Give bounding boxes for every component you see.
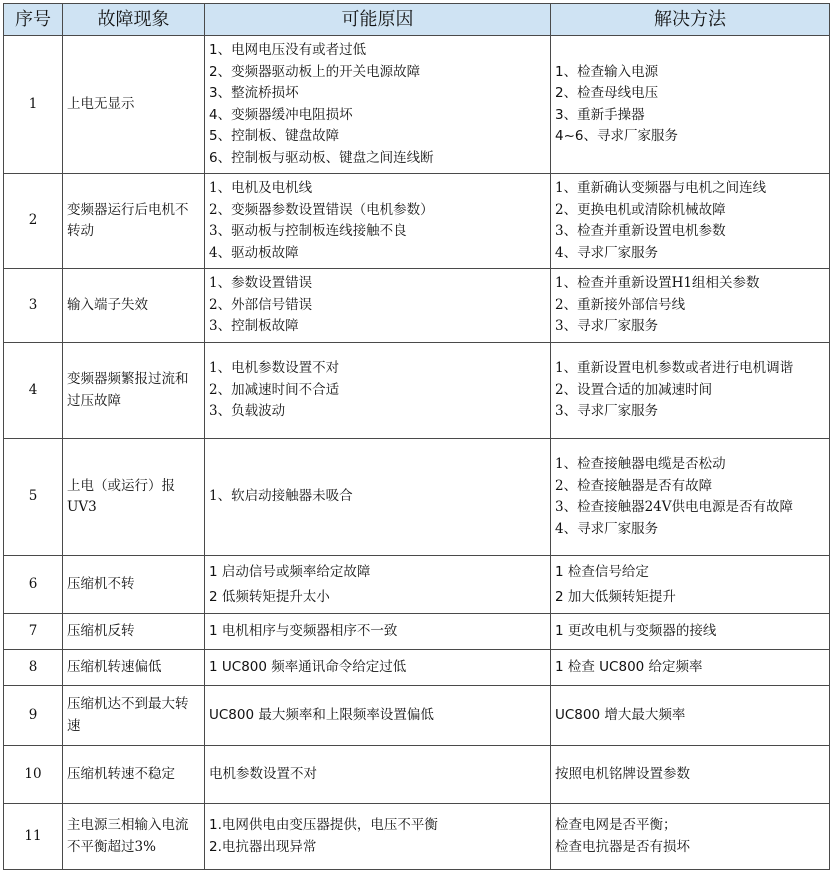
header-index: 序号 <box>4 4 63 36</box>
cause-line: UC800 最大频率和上限频率设置偏低 <box>209 706 434 723</box>
table-header-row <box>4 4 830 36</box>
solution-line: 3、寻求厂家服务 <box>555 318 659 335</box>
row-symptom: 压缩机转速偏低 <box>63 650 205 686</box>
cause-line: 2、变频器驱动板上的开关电源故障 <box>209 63 421 80</box>
row-causes <box>205 174 551 269</box>
row-index: 1 <box>4 36 63 174</box>
solution-line: 1、检查并重新设置H1组相关参数 <box>555 275 760 292</box>
cause-line: 1、软启动接触器未吸合 <box>209 488 353 505</box>
row-solutions <box>551 804 830 870</box>
row-causes <box>205 556 551 614</box>
row-symptom: 压缩机反转 <box>63 614 205 650</box>
row-symptom: 压缩机达不到最大转速 <box>63 686 205 746</box>
solution-line: 1、检查接触器电缆是否松动 <box>555 456 726 472</box>
table-row <box>4 36 830 174</box>
row-causes <box>205 804 551 870</box>
cause-line: 1 UC800 频率通讯命令给定过低 <box>209 658 407 675</box>
row-solutions <box>551 746 830 804</box>
cause-line: 2、外部信号错误 <box>209 296 313 313</box>
solution-line: 1 更改电机与变频器的接线 <box>555 622 717 639</box>
cause-line: 5、控制板、键盘故障 <box>209 128 340 144</box>
row-solutions <box>551 650 830 686</box>
cause-line: 4、变频器缓冲电阻损坏 <box>209 106 353 123</box>
solution-line: 2、检查母线电压 <box>555 85 659 101</box>
row-causes <box>205 36 551 174</box>
row-causes <box>205 686 551 746</box>
table-row <box>4 343 830 439</box>
row-solutions <box>551 439 830 556</box>
row-symptom: 变频器运行后电机不转动 <box>63 174 205 269</box>
table-row <box>4 439 830 556</box>
cause-line: 3、控制板故障 <box>209 318 299 335</box>
row-solutions <box>551 36 830 174</box>
table-row <box>4 804 830 870</box>
header-solutions: 解决方法 <box>551 4 830 36</box>
cause-line: 3、驱动板与控制板连线接触不良 <box>209 223 407 239</box>
row-symptom: 主电源三相输入电流不平衡超过3% <box>63 804 205 870</box>
row-index: 6 <box>4 556 63 614</box>
solution-line: 4、寻求厂家服务 <box>555 520 659 537</box>
table-row <box>4 269 830 343</box>
solution-line: 4、寻求厂家服务 <box>555 244 659 261</box>
row-symptom: 输入端子失效 <box>63 269 205 343</box>
solution-line: 2 加大低频转矩提升 <box>555 588 676 605</box>
solution-line: 1、重新设置电机参数或者进行电机调谐 <box>555 360 794 377</box>
cause-line: 2、变频器参数设置错误（电机参数） <box>209 201 434 218</box>
solution-line: 3、寻求厂家服务 <box>555 403 659 420</box>
table-row <box>4 686 830 746</box>
solution-line: 4~6、寻求厂家服务 <box>555 128 678 144</box>
row-causes <box>205 269 551 343</box>
solution-line: 1、重新确认变频器与电机之间连线 <box>555 180 767 196</box>
row-solutions <box>551 614 830 650</box>
row-index: 11 <box>4 804 63 870</box>
solution-line: UC800 增大最大频率 <box>555 706 686 723</box>
solution-line: 3、检查并重新设置电机参数 <box>555 223 726 239</box>
table-row <box>4 174 830 269</box>
solution-line: 1 检查 UC800 给定频率 <box>555 658 703 675</box>
table-row <box>4 650 830 686</box>
row-solutions <box>551 686 830 746</box>
row-solutions <box>551 269 830 343</box>
row-causes <box>205 343 551 439</box>
solution-line: 检查电抗器是否有损坏 <box>555 838 690 855</box>
row-solutions <box>551 556 830 614</box>
cause-line: 1 电机相序与变频器相序不一致 <box>209 622 398 639</box>
row-index: 8 <box>4 650 63 686</box>
row-index: 5 <box>4 439 63 556</box>
solution-line: 1 检查信号给定 <box>555 563 649 580</box>
fault-table <box>3 3 830 870</box>
cause-line: 2 低频转矩提升太小 <box>209 588 330 605</box>
row-causes <box>205 439 551 556</box>
cause-line: 2.电抗器出现异常 <box>209 838 317 855</box>
table-row <box>4 556 830 614</box>
solution-line: 1、检查输入电源 <box>555 63 659 80</box>
table-row <box>4 614 830 650</box>
cause-line: 1、参数设置错误 <box>209 275 313 292</box>
solution-line: 2、更换电机或清除机械故障 <box>555 201 726 218</box>
cause-line: 1、电机参数设置不对 <box>209 360 340 377</box>
row-index: 10 <box>4 746 63 804</box>
row-symptom: 变频器频繁报过流和过压故障 <box>63 343 205 439</box>
row-symptom: 上电（或运行）报UV3 <box>63 439 205 556</box>
cause-line: 3、负载波动 <box>209 403 286 420</box>
cause-line: 3、整流桥损坏 <box>209 85 299 101</box>
row-solutions <box>551 343 830 439</box>
row-index: 7 <box>4 614 63 650</box>
row-index: 9 <box>4 686 63 746</box>
cause-line: 1.电网供电由变压器提供，电压不平衡 <box>209 817 438 833</box>
cause-line: 1、电网电压没有或者过低 <box>209 42 367 58</box>
table-row <box>4 746 830 804</box>
cause-line: 1、电机及电机线 <box>209 180 313 196</box>
row-index: 2 <box>4 174 63 269</box>
row-index: 4 <box>4 343 63 439</box>
solution-line: 2、重新接外部信号线 <box>555 296 686 313</box>
solution-line: 2、设置合适的加减速时间 <box>555 381 713 398</box>
row-index: 3 <box>4 269 63 343</box>
header-causes: 可能原因 <box>205 4 551 36</box>
cause-line: 1 启动信号或频率给定故障 <box>209 563 371 580</box>
row-symptom: 压缩机不转 <box>63 556 205 614</box>
row-causes <box>205 746 551 804</box>
solution-line: 3、重新手操器 <box>555 106 645 123</box>
solution-line: 检查电网是否平衡； <box>555 817 677 833</box>
solution-line: 3、检查接触器24V供电电源是否有故障 <box>555 499 794 515</box>
row-symptom: 上电无显示 <box>63 36 205 174</box>
row-solutions <box>551 174 830 269</box>
row-causes <box>205 614 551 650</box>
row-causes <box>205 650 551 686</box>
row-symptom: 压缩机转速不稳定 <box>63 746 205 804</box>
cause-line: 4、驱动板故障 <box>209 244 299 261</box>
solution-line: 按照电机铭牌设置参数 <box>555 765 690 782</box>
solution-line: 2、检查接触器是否有故障 <box>555 477 713 494</box>
cause-line: 电机参数设置不对 <box>209 765 317 782</box>
cause-line: 6、控制板与驱动板、键盘之间连线断 <box>209 149 434 166</box>
cause-line: 2、加减速时间不合适 <box>209 381 340 398</box>
header-symptom: 故障现象 <box>63 4 205 36</box>
